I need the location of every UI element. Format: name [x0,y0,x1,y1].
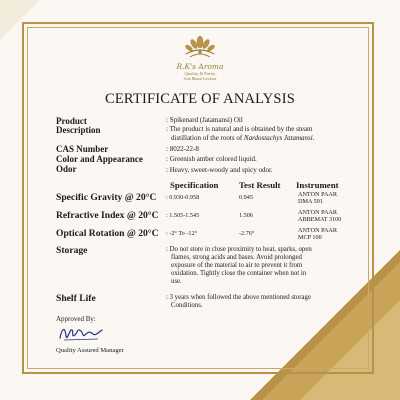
signature-image [58,322,104,344]
quality-manager-label: Quality Assured Manager [56,347,124,354]
shelf-life-label: Shelf Life [56,293,96,304]
color-value: : Greenish amber colored liquid. [166,155,257,163]
row-instrument-line2-optical-rotation: MCP 100 [298,234,322,241]
brand-logo [163,32,237,92]
row-spec-specific-gravity: : 0.930-0.958 [166,194,200,201]
product-label: Product [56,116,87,126]
storage-line-2: flames, strong acids and bases. Avoid prolonged [171,254,302,261]
row-result-refractive-index: 1.506 [239,212,253,219]
row-result-specific-gravity: 0.945 [239,194,253,201]
approved-by-label: Approved By: [56,315,96,323]
shelf-life-line-1: : 3 years when followed the above mentioned storage [166,294,311,301]
ornamental-flower-icon [180,32,220,62]
odor-label: Odor [56,164,77,174]
description-line2 [171,134,361,143]
storage-line-4: oxidation. Tightly close the container when not in [171,270,307,277]
storage-line-1: : Do not store in close proximity to heat, sparks, open [166,246,312,253]
storage-line-5: use. [171,278,182,285]
header-test-result: Test Result [239,180,281,190]
row-instrument-line2-specific-gravity: DMA 501 [298,198,323,205]
description-line1: : The product is natural and is obtained by the steam [166,125,313,133]
page-title: CERTIFICATE OF ANALYSIS [105,91,295,107]
row-spec-optical-rotation: : -2° To -12° [166,230,198,237]
odor-value: : Heavy, sweet-woody and spicy odor. [166,166,273,174]
row-instrument-line1-optical-rotation: ANTON PAAR [298,227,338,234]
cas-label: CAS Number [56,144,109,154]
row-result-optical-rotation: -2.76° [239,230,255,237]
header-specification: Specification [170,180,219,190]
row-label-optical-rotation: Optical Rotation @ 20°C [56,228,159,239]
row-label-specific-gravity: Specific Gravity @ 20°C [56,192,157,203]
row-instrument-line1-refractive-index: ANTON PAAR [298,209,338,216]
cas-value: : 8022-22-8 [166,145,199,153]
brand-subtagline: from Bharat Lowkote [183,76,217,81]
row-instrument-line2-refractive-index: ABBEMAT 3100 [298,216,342,223]
row-label-refractive-index: Refractive Index @ 20°C [56,210,159,221]
species-name: Nardostachys Jatamansi. [243,134,315,142]
product-value: : Spikenard (Jatamansi) Oil [166,116,243,124]
color-label: Color and Appearance [56,154,143,164]
description-line2-text: distillation of the roots of [171,134,244,142]
brand-name: R.K's Aroma [176,62,224,71]
header-instrument: Instrument [296,180,339,190]
storage-label: Storage [56,245,88,256]
storage-line-3: exposure of the material to air to prevent it from [171,262,303,269]
shelf-life-line-2: Conditions. [171,302,203,309]
row-instrument-line1-specific-gravity: ANTON PAAR [298,191,338,198]
row-spec-refractive-index: : 1.505-1.545 [166,212,200,219]
brand-tagline: Quality & Purity [184,71,216,76]
description-label: Description [56,125,101,135]
